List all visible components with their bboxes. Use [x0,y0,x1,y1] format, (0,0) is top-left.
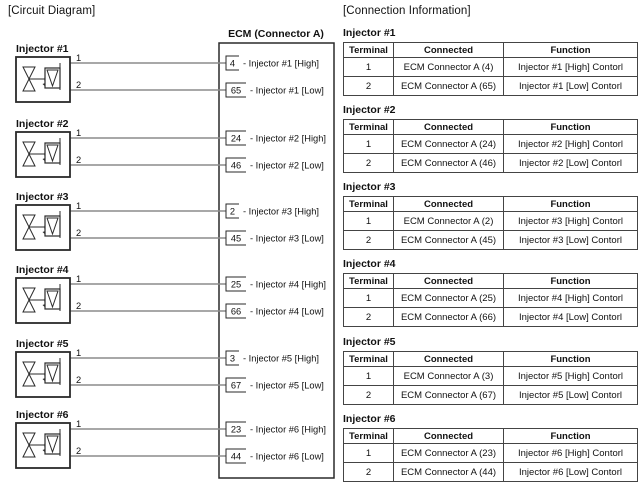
table-heading: Injector #1 [343,27,396,39]
table-cell: 2 [344,308,394,327]
table-cell: Injector #5 [High] Contorl [504,367,638,386]
table-cell: Injector #4 [Low] Contorl [504,308,638,327]
pin-number: 44 [230,451,242,462]
column-header: Terminal [344,429,394,444]
injector-name: Injector #3 [16,191,69,203]
table-row [344,77,638,96]
table-cell: Injector #5 [Low] Contorl [504,386,638,405]
table-cell: ECM Connector A (67) [394,386,504,405]
column-header: Connected [394,120,504,135]
column-header: Terminal [344,120,394,135]
column-header: Connected [394,197,504,212]
table-cell: 1 [344,135,394,154]
table-cell: Injector #2 [High] Contorl [504,135,638,154]
terminal-number: 1 [76,419,82,429]
table-cell: ECM Connector A (66) [394,308,504,327]
column-header: Function [504,274,638,289]
table-cell: Injector #1 [Low] Contorl [504,77,638,96]
connection-tables [343,0,637,490]
column-header: Terminal [344,274,394,289]
table-heading: Injector #4 [343,258,396,270]
table-cell: 2 [344,77,394,96]
table-cell: 2 [344,231,394,250]
table-cell: Injector #6 [High] Contorl [504,444,638,463]
table-row [344,386,638,405]
table-row [344,135,638,154]
table-cell: 1 [344,367,394,386]
pin-number: 45 [230,233,242,244]
terminal-number: 2 [76,228,82,238]
connection-table [343,119,638,173]
table-cell: 2 [344,463,394,482]
table-row [344,444,638,463]
table-cell: 1 [344,444,394,463]
column-header: Terminal [344,43,394,58]
table-cell: 1 [344,289,394,308]
injector-name: Injector #2 [16,118,69,130]
table-heading: Injector #2 [343,104,396,116]
ecm-connector-box [219,43,334,478]
pin-number: 46 [230,160,242,171]
pin-number: 66 [230,306,242,317]
pin-number: 65 [230,85,242,96]
table-cell: ECM Connector A (46) [394,154,504,173]
pin-label: - Injector #4 [Low] [250,306,324,317]
connection-table [343,42,638,96]
connection-table [343,273,638,327]
table-cell: 2 [344,154,394,173]
table-cell: 2 [344,386,394,405]
terminal-number: 1 [76,348,82,358]
table-cell: Injector #6 [Low] Contorl [504,463,638,482]
connection-table [343,196,638,250]
injector-section [343,258,637,327]
table-row [344,289,638,308]
pin-label: - Injector #1 [High] [243,58,319,69]
table-cell: ECM Connector A (24) [394,135,504,154]
column-header: Terminal [344,197,394,212]
injector-name: Injector #5 [16,338,69,350]
table-cell: ECM Connector A (23) [394,444,504,463]
pin-number: 23 [230,424,242,435]
table-cell: ECM Connector A (25) [394,289,504,308]
injector-name: Injector #6 [16,409,69,421]
column-header: Connected [394,352,504,367]
column-header: Function [504,352,638,367]
pin-label: - Injector #2 [Low] [250,160,324,171]
injector-name: Injector #1 [16,43,69,55]
table-row [344,463,638,482]
terminal-number: 1 [76,201,82,211]
ecm-title: ECM (Connector A) [228,28,324,40]
pin-label: - Injector #1 [Low] [250,85,324,96]
terminal-number: 2 [76,80,82,90]
pin-number: 67 [230,380,242,391]
table-cell: ECM Connector A (44) [394,463,504,482]
terminal-number: 2 [76,446,82,456]
column-header: Connected [394,429,504,444]
terminal-number: 2 [76,375,82,385]
table-cell: ECM Connector A (4) [394,58,504,77]
pin-label: - Injector #4 [High] [250,279,326,290]
column-header: Function [504,197,638,212]
connection-table [343,351,638,405]
column-header: Terminal [344,352,394,367]
pin-number: 25 [230,279,242,290]
pin-label: - Injector #5 [Low] [250,380,324,391]
table-cell: Injector #4 [High] Contorl [504,289,638,308]
connection-information-title: [Connection Information] [343,5,471,17]
table-cell: 1 [344,58,394,77]
pin-label: - Injector #3 [High] [243,206,319,217]
terminal-number: 2 [76,155,82,165]
table-cell: 1 [344,212,394,231]
table-row [344,231,638,250]
table-row [344,212,638,231]
table-cell: Injector #2 [Low] Contorl [504,154,638,173]
table-cell: Injector #3 [High] Contorl [504,212,638,231]
column-header: Function [504,120,638,135]
table-row [344,154,638,173]
pin-label: - Injector #3 [Low] [250,233,324,244]
table-heading: Injector #5 [343,336,396,348]
pin-number: 2 [229,206,236,217]
terminal-number: 1 [76,274,82,284]
pin-label: - Injector #6 [Low] [250,451,324,462]
terminal-number: 2 [76,301,82,311]
terminal-number: 1 [76,53,82,63]
pin-label: - Injector #6 [High] [250,424,326,435]
pin-label: - Injector #2 [High] [250,133,326,144]
column-header: Function [504,429,638,444]
table-row [344,58,638,77]
terminal-number: 1 [76,128,82,138]
injector-section [343,413,637,482]
pin-number: 24 [230,133,242,144]
table-heading: Injector #3 [343,181,396,193]
pin-number: 3 [229,353,236,364]
table-cell: ECM Connector A (65) [394,77,504,96]
column-header: Connected [394,274,504,289]
table-cell: ECM Connector A (2) [394,212,504,231]
pin-label: - Injector #5 [High] [243,353,319,364]
table-cell: ECM Connector A (3) [394,367,504,386]
table-row [344,367,638,386]
table-row [344,308,638,327]
connection-table [343,428,638,482]
injector-section [343,104,637,173]
table-cell: ECM Connector A (45) [394,231,504,250]
column-header: Function [504,43,638,58]
column-header: Connected [394,43,504,58]
table-heading: Injector #6 [343,413,396,425]
table-cell: Injector #3 [Low] Contorl [504,231,638,250]
circuit-diagram-title: [Circuit Diagram] [8,5,96,17]
pin-number: 4 [229,58,236,69]
injector-section [343,181,637,250]
table-cell: Injector #1 [High] Contorl [504,58,638,77]
injector-name: Injector #4 [16,264,69,276]
injector-section [343,336,637,405]
injector-section [343,27,637,96]
